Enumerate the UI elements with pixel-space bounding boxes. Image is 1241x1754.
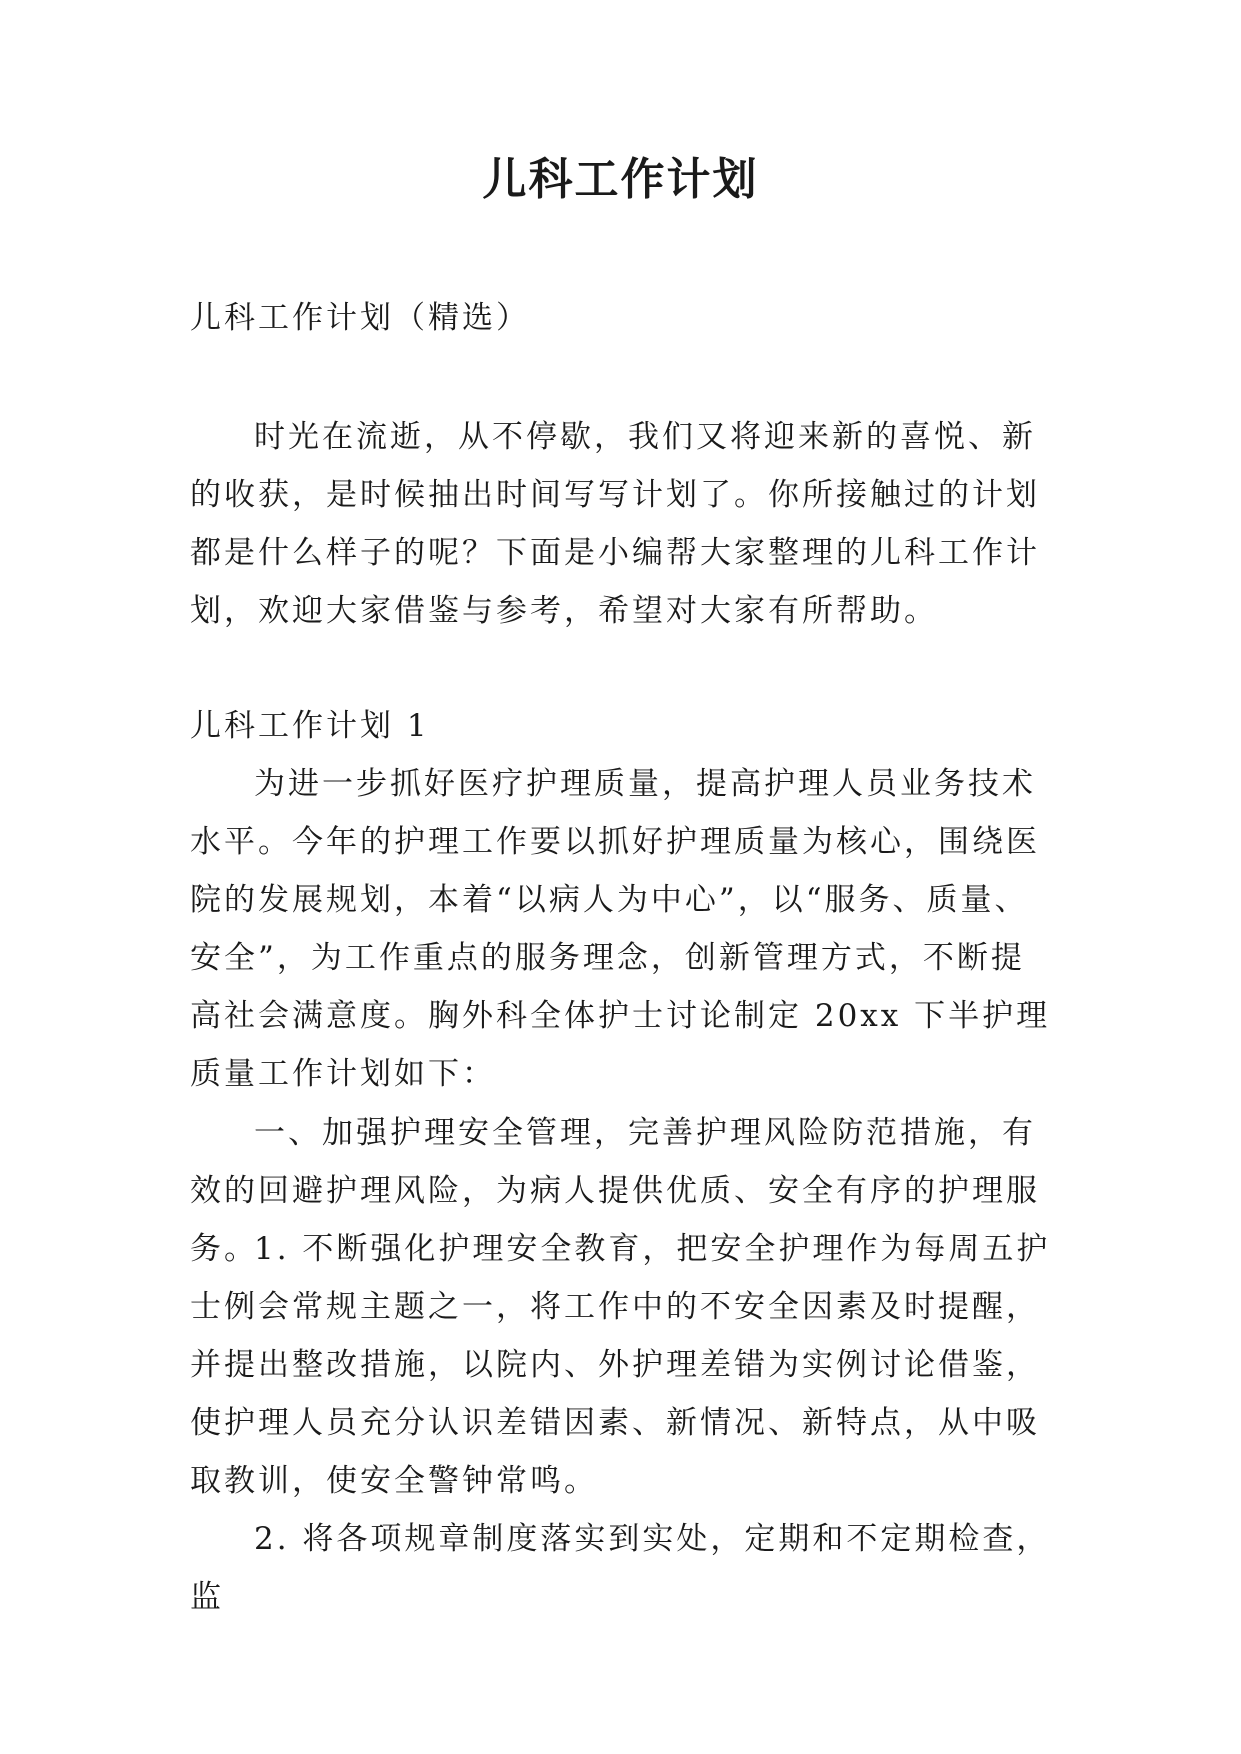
body-paragraph: 一、加强护理安全管理，完善护理风险防范措施，有效的回避护理风险，为病人提供优质、安全有序的护理服务。 <box>190 1115 1040 1267</box>
document-subtitle: 儿科工作计划（精选） <box>190 300 530 336</box>
body-paragraph: 为进一步抓好医疗护理质量，提高护理人员业务技术水平。今年的护理工作要以抓好护理质量为核心，围绕医院的发展规划，本着“以病人为中心”，以“服务、质量、安全”，为工作重点的服务理念，创新管理方式，不断提高社会满意度。胸外科全体护士讨论制定 20xx 下半护理质量工作计划如下： <box>190 766 1051 1092</box>
body-paragraph: 1. 不断强化护理安全教育，把安全护理作为每周五护士例会常规主题之一，将工作中的不安全因素及时提醒，并提出整改措施，以院内、外护理差错为实例讨论借鉴，使护理人员充分认识差错因素、新情况、新特点，从中吸取教训，使安全警钟常鸣。 <box>190 1231 1051 1499</box>
section-heading: 儿科工作计划 1 <box>190 708 430 744</box>
document-title: 儿科工作计划 <box>482 154 759 205</box>
body-paragraph: 2. 将各项规章制度落实到实处，定期和不定期检查，监 <box>190 1521 1051 1615</box>
intro-paragraph: 时光在流逝，从不停歇，我们又将迎来新的喜悦、新的收获，是时候抽出时间写写计划了。你所接触过的计划都是什么样子的呢？下面是小编帮大家整理的儿科工作计划，欢迎大家借鉴与参考，希望对大家有所帮助。 <box>190 419 1040 629</box>
